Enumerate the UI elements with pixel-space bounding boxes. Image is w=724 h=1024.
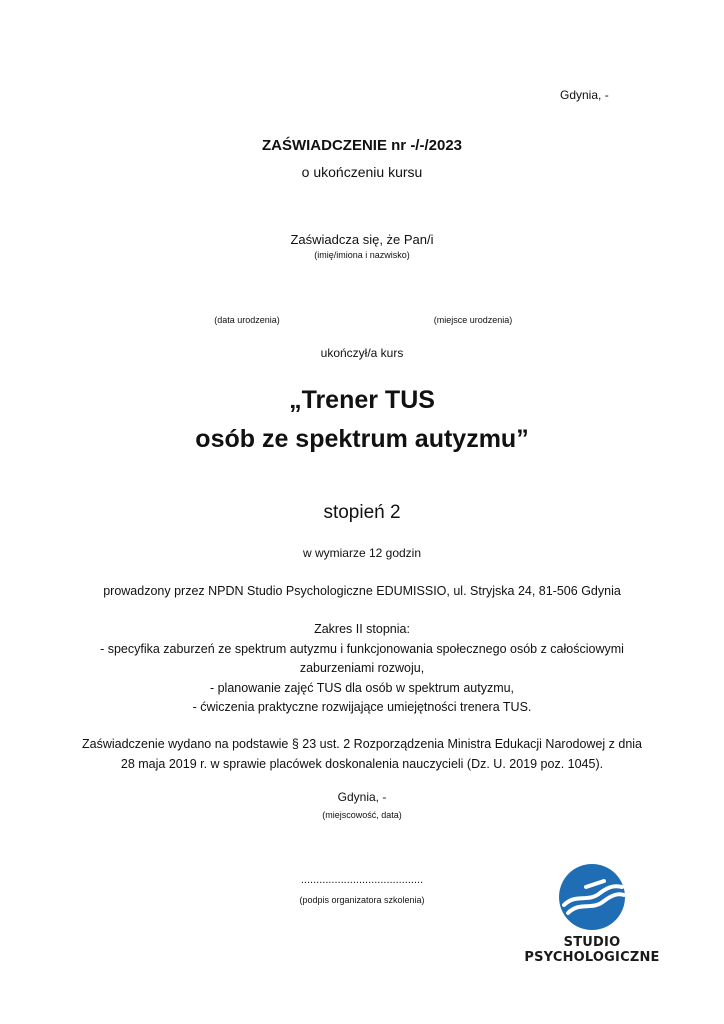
legal-line: Zaświadczenie wydano na podstawie § 23 ust. 2 Rozporządzenia Ministra Edukacji Narodowej z dnia xyxy=(81,737,643,751)
completed-course-label: ukończył/a kurs xyxy=(320,346,404,360)
scope-line: - planowanie zajęć TUS dla osób w spektrum autyzmu, xyxy=(209,680,515,695)
caption-birth-place: (miejsce urodzenia) xyxy=(433,315,513,325)
caption-signature: (podpis organizatora szkolenia) xyxy=(299,895,425,905)
certificate-subtitle: o ukończeniu kursu xyxy=(301,164,423,180)
scope-line: zaburzeniami rozwoju, xyxy=(299,661,425,675)
certification-statement: Zaświadcza się, że Pan/i xyxy=(290,232,434,247)
caption-place-date: (miejscowość, data) xyxy=(322,810,402,820)
course-organizer: prowadzony przez NPDN Studio Psychologiczne EDUMISSIO, ul. Stryjska 24, 81-506 Gdynia xyxy=(103,584,621,598)
scope-line: - specyfika zaburzeń ze spektrum autyzmu i funkcjonowania społecznego osób z całościowymi xyxy=(100,641,624,656)
logo-wordmark xyxy=(512,935,672,965)
signature-line: ........................................ xyxy=(300,874,424,886)
course-title-line-2: osób ze spektrum autyzmu” xyxy=(195,425,529,453)
scope-line: - ćwiczenia praktyczne rozwijające umiejętności trenera TUS. xyxy=(192,700,532,714)
issue-place-date: Gdynia, - xyxy=(560,88,609,102)
logo-wordmark-line-2: PSYCHOLOGICZNE xyxy=(524,950,660,965)
logo-wordmark-line-1: STUDIO xyxy=(563,935,621,950)
course-scope xyxy=(0,620,724,718)
legal-basis xyxy=(0,735,724,774)
scope-heading: Zakres II stopnia: xyxy=(314,622,410,636)
course-degree: stopień 2 xyxy=(323,502,401,523)
studio-psychologiczne-logo-icon xyxy=(512,835,672,935)
legal-line: 28 maja 2019 r. w sprawie placówek doskonalenia nauczycieli (Dz. U. 2019 poz. 1045). xyxy=(120,756,604,771)
course-title-line-1: „Trener TUS xyxy=(289,386,435,414)
caption-full-name: (imię/imiona i nazwisko) xyxy=(314,250,410,260)
certificate-title: ZAŚWIADCZENIE nr -/-/2023 xyxy=(261,137,463,154)
course-hours: w wymiarze 12 godzin xyxy=(302,546,422,560)
caption-birth-date: (data urodzenia) xyxy=(214,315,280,325)
footer-place-date: Gdynia, - xyxy=(337,790,387,804)
